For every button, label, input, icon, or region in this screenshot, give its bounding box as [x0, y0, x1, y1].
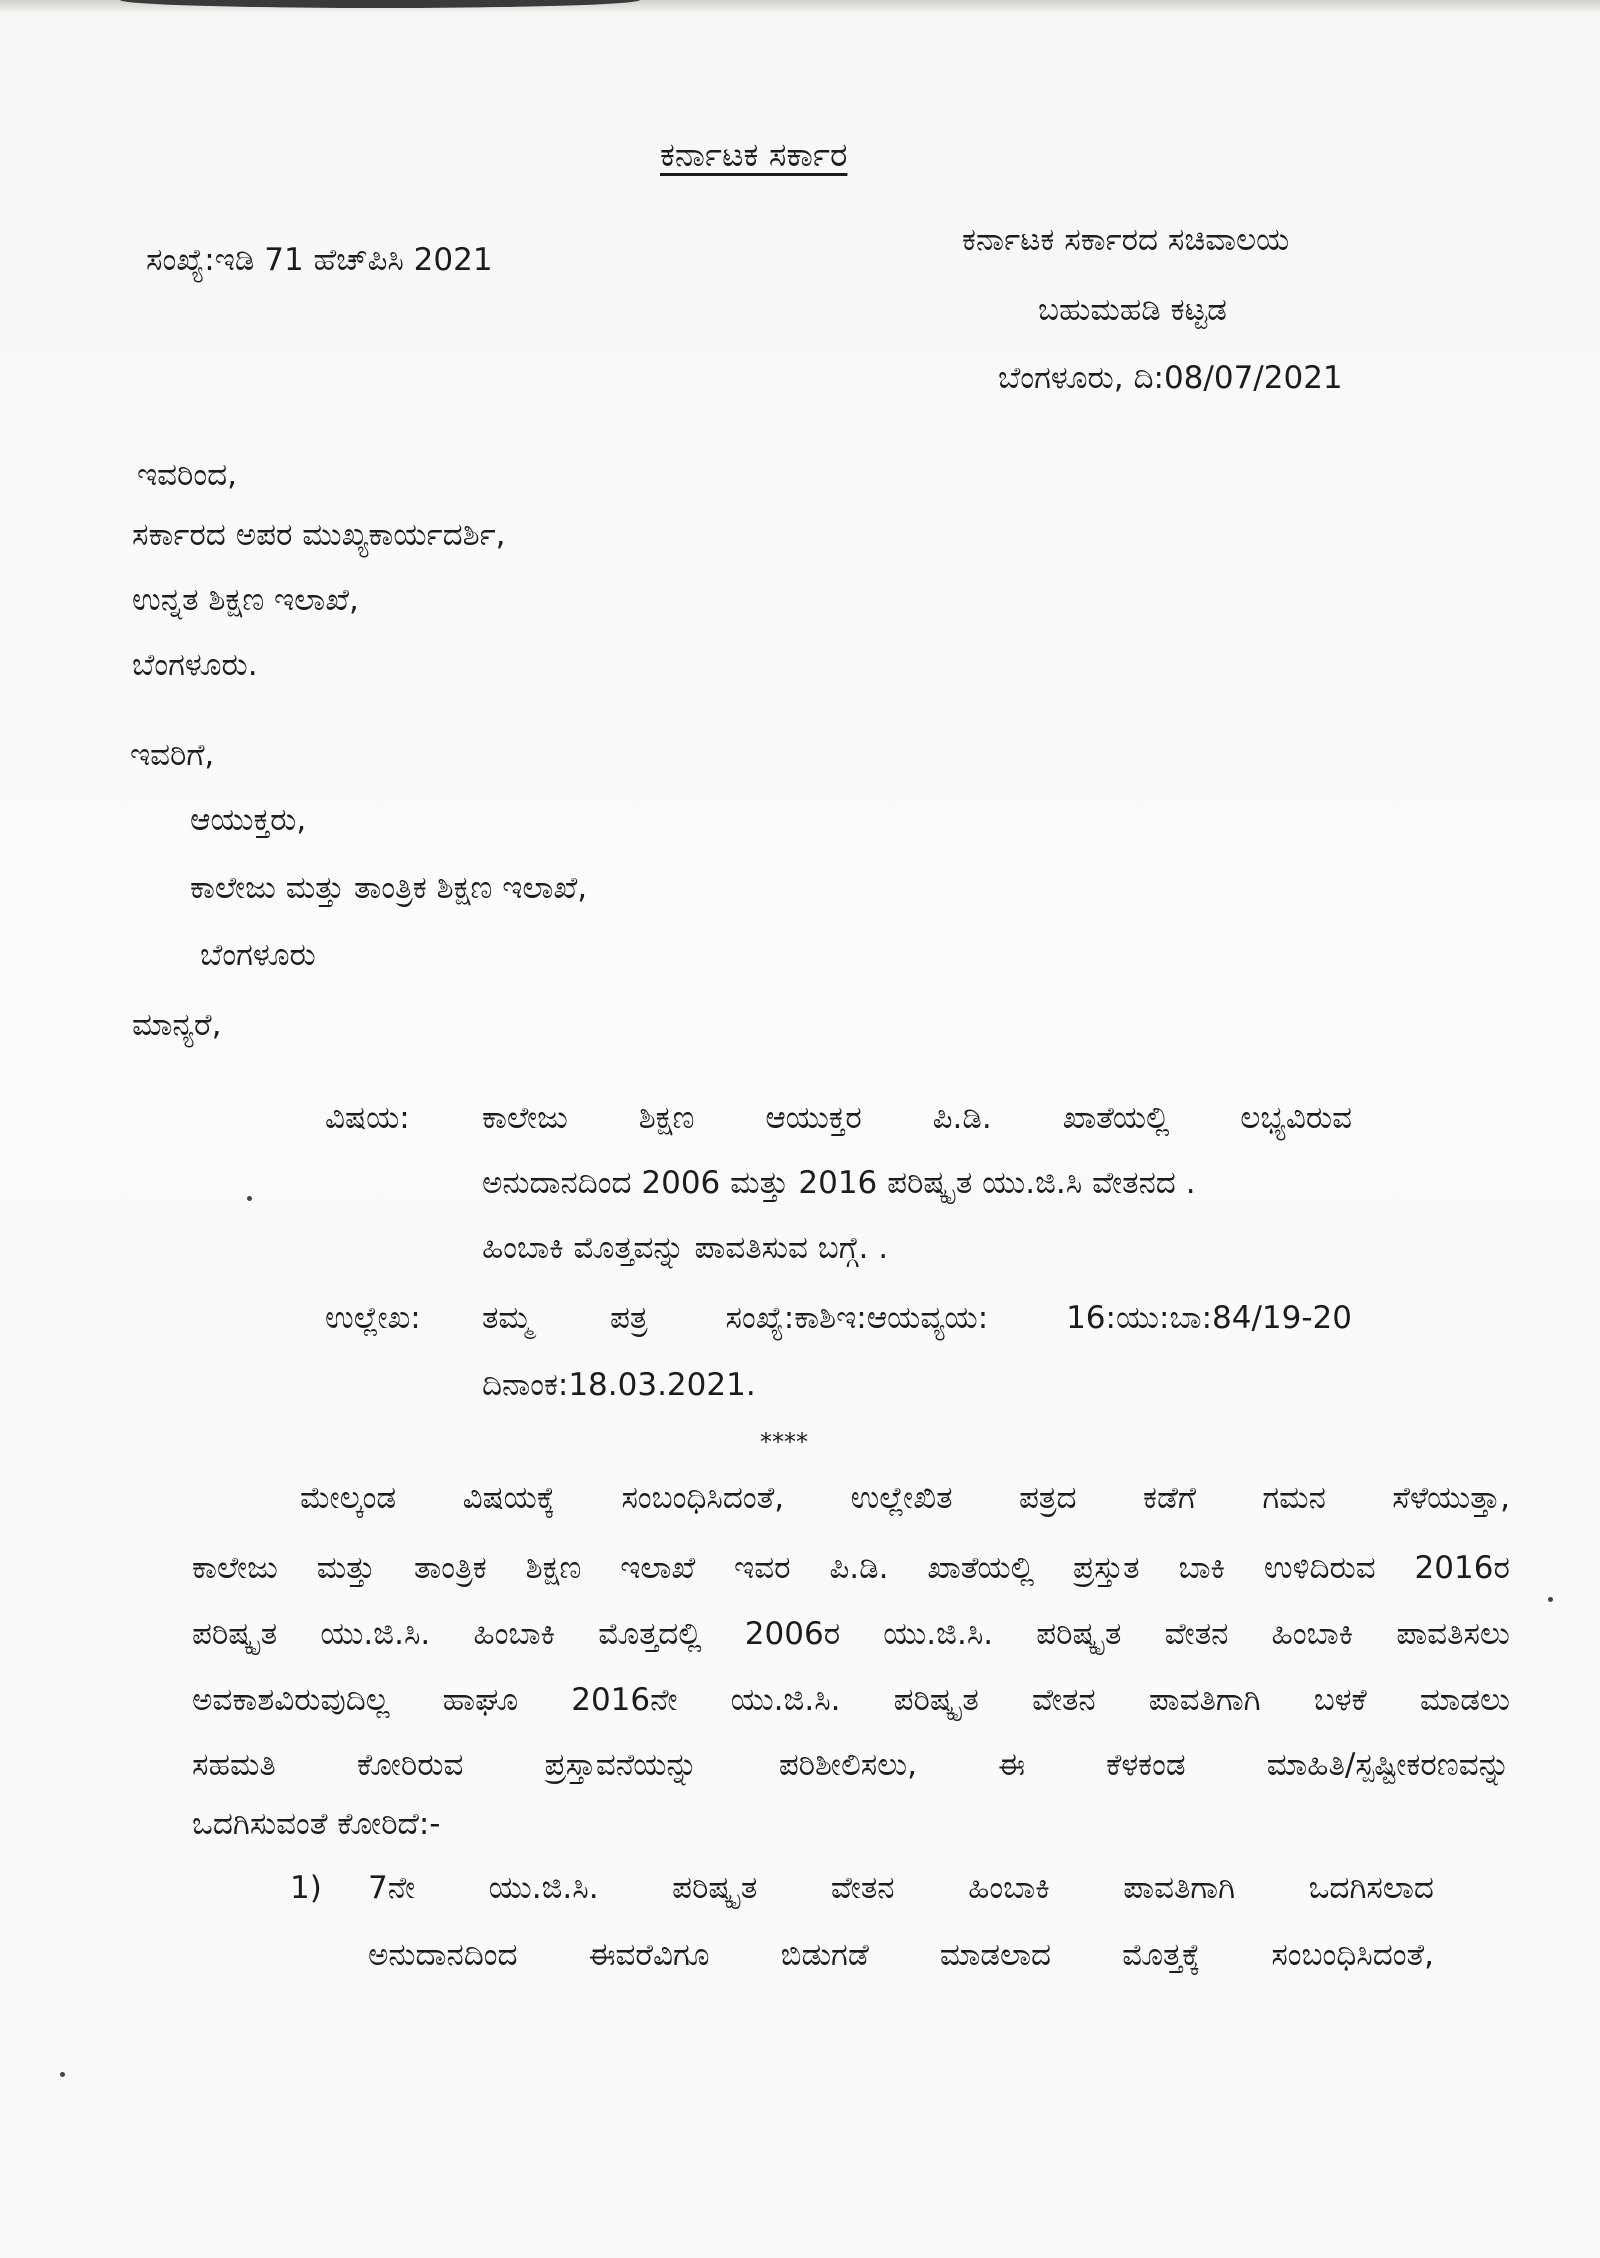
subject-word: ಲಭ್ಯವಿರುವ — [1240, 1100, 1352, 1136]
body-word: ವಿಷಯಕ್ಕೆ — [462, 1480, 556, 1516]
body-word: ಪರಿಶೀಲಿಸಲು, — [778, 1747, 917, 1783]
body-word: ಯು.ಜಿ.ಸಿ. — [320, 1616, 431, 1652]
body-word: ಮೊತ್ತದಲ್ಲಿ — [598, 1616, 702, 1652]
item-word: ಸಂಬಂಧಿಸಿದಂತೆ, — [1271, 1937, 1434, 1973]
salutation: ಮಾನ್ಯರೆ, — [132, 1007, 222, 1043]
office-name: ಕರ್ನಾಟಕ ಸರ್ಕಾರದ ಸಚಿವಾಲಯ — [962, 222, 1290, 258]
subject-line-2: ಅನುದಾನದಿಂದ 2006 ಮತ್ತು 2016 ಪರಿಷ್ಕೃತ ಯು.ಜಿ.ಸಿ ವೇತನದ . — [482, 1165, 1196, 1201]
body-word: ಇವರ — [734, 1550, 791, 1586]
reference-number: ಸಂಖ್ಯೆ:ಇಡಿ 71 ಹೆಚ್‌ಪಿಸಿ 2021 — [146, 242, 493, 278]
item-1-number: 1) — [290, 1870, 322, 1906]
to-city: ಬೆಂಗಳೂರು — [200, 937, 316, 973]
body-word: ಶಿಕ್ಷಣ — [525, 1550, 582, 1586]
body-word: ಪಿ.ಡಿ. — [829, 1550, 889, 1586]
body-word: ಉಳಿದಿರುವ — [1263, 1550, 1376, 1586]
from-label: ಇವರಿಂದ, — [137, 457, 238, 493]
to-designation: ಆಯುಕ್ತರು, — [190, 802, 307, 838]
body-line-1 — [300, 1478, 1510, 1518]
item-word: ಅನುದಾನದಿಂದ — [368, 1937, 518, 1973]
body-word: ಯು.ಜಿ.ಸಿ. — [883, 1616, 994, 1652]
body-line-3 — [192, 1614, 1510, 1654]
item-word: ವೇತನ — [830, 1870, 895, 1906]
body-word: ಪಾವತಿಗಾಗಿ — [1148, 1682, 1261, 1718]
body-word: ಹಾಘೂ — [442, 1682, 519, 1718]
reference-word: 16:ಯು:ಬಾ:84/19-20 — [1066, 1300, 1352, 1336]
item-word: 7ನೇ — [368, 1870, 416, 1906]
to-department: ಕಾಲೇಜು ಮತ್ತು ತಾಂತ್ರಿಕ ಶಿಕ್ಷಣ ಇಲಾಖೆ, — [190, 870, 588, 906]
separator-stars: **** — [760, 1428, 808, 1456]
item-word: ಹಿಂಬಾಕಿ — [968, 1870, 1050, 1906]
body-word: ಕಾಲೇಜು — [192, 1550, 278, 1586]
body-word: ಈ — [998, 1747, 1026, 1783]
body-line-5 — [192, 1745, 1510, 1785]
body-word: ಮೇಲ್ಕಂಡ — [300, 1480, 397, 1516]
body-word: ಪರಿಷ್ಕೃತ — [893, 1682, 979, 1718]
reference-line-2: ದಿನಾಂಕ:18.03.2021. — [482, 1367, 756, 1403]
body-word: ಬಳಕೆ — [1313, 1682, 1367, 1718]
item-word: ಮಾಡಲಾದ — [939, 1937, 1052, 1973]
body-word: ಕಡೆಗೆ — [1143, 1480, 1196, 1516]
item-word: ಈವರೆವಿಗೂ — [588, 1937, 710, 1973]
body-word: ತಾಂತ್ರಿಕ — [413, 1550, 487, 1586]
body-word: ಪತ್ರದ — [1018, 1480, 1077, 1516]
subject-line-1 — [482, 1098, 1352, 1138]
to-label: ಇವರಿಗೆ, — [130, 737, 215, 773]
body-word: ಮಾಡಲು — [1419, 1682, 1510, 1718]
item-word: ಯು.ಜಿ.ಸಿ. — [488, 1870, 599, 1906]
item-1-line-2 — [368, 1935, 1434, 1975]
body-line-2 — [192, 1548, 1510, 1588]
body-word: ಮಾಹಿತಿ/ಸ್ಪಷ್ಟೀಕರಣವನ್ನು — [1266, 1747, 1510, 1783]
body-word: ಬಾಕಿ — [1178, 1550, 1226, 1586]
body-word: ಕೋರಿರುವ — [356, 1747, 464, 1783]
from-department: ಉನ್ನತ ಶಿಕ್ಷಣ ಇಲಾಖೆ, — [132, 582, 359, 618]
body-word: 2016ರ — [1414, 1550, 1510, 1586]
body-word: ಕೆಳಕಂಡ — [1106, 1747, 1186, 1783]
body-word: ಅವಕಾಶವಿರುವುದಿಲ್ಲ — [192, 1682, 390, 1718]
subject-word: ಕಾಲೇಜು — [482, 1100, 568, 1136]
reference-word: ತಮ್ಮ — [482, 1300, 533, 1336]
item-word: ಮೊತ್ತಕ್ಕೆ — [1122, 1937, 1201, 1973]
subject-word: ಶಿಕ್ಷಣ — [638, 1100, 695, 1136]
office-building: ಬಹುಮಹಡಿ ಕಟ್ಟಡ — [1038, 292, 1227, 328]
from-city: ಬೆಂಗಳೂರು. — [132, 647, 258, 683]
subject-line-3: ಹಿಂಬಾಕಿ ಮೊತ್ತವನ್ನು ಪಾವತಿಸುವ ಬಗ್ಗೆ. . — [482, 1230, 889, 1266]
item-word: ಪಾವತಿಗಾಗಿ — [1123, 1870, 1236, 1906]
body-word: ಖಾತೆಯಲ್ಲಿ — [927, 1550, 1035, 1586]
body-word: ಸೆಳೆಯುತ್ತಾ, — [1392, 1480, 1510, 1516]
body-word: ಹಿಂಬಾಕಿ — [473, 1616, 556, 1652]
body-word: ಪ್ರಸ್ತುತ — [1072, 1550, 1140, 1586]
scan-speck — [1548, 1597, 1553, 1602]
reference-label: ಉಲ್ಲೇಖ: — [325, 1300, 421, 1336]
body-word: ಪ್ರಸ್ತಾವನೆಯನ್ನು — [544, 1747, 698, 1783]
subject-word: ಪಿ.ಡಿ. — [932, 1100, 992, 1136]
from-designation: ಸರ್ಕಾರದ ಅಪರ ಮುಖ್ಯಕಾರ್ಯದರ್ಶಿ, — [132, 517, 506, 553]
body-word: 2016ನೇ — [571, 1682, 678, 1718]
body-line-4 — [192, 1680, 1510, 1720]
body-word: ಪಾವತಿಸಲು — [1396, 1616, 1510, 1652]
body-word: ಯು.ಜಿ.ಸಿ. — [730, 1682, 841, 1718]
body-word: ಗಮನ — [1262, 1480, 1326, 1516]
item-word: ಒದಗಿಸಲಾದ — [1308, 1870, 1434, 1906]
scan-speck — [60, 2072, 65, 2077]
scan-speck — [247, 1196, 252, 1201]
body-word: ಪರಿಷ್ಕೃತ — [1036, 1616, 1122, 1652]
body-word: ಸಂಬಂಧಿಸಿದಂತೆ, — [621, 1480, 785, 1516]
body-word: ಉಲ್ಲೇಖಿತ — [850, 1480, 953, 1516]
reference-word: ಸಂಖ್ಯೆ:ಕಾಶಿಇ:ಆಯವ್ಯಯ: — [725, 1300, 989, 1336]
reference-line-1 — [482, 1298, 1352, 1338]
item-word: ಪರಿಷ್ಕೃತ — [672, 1870, 758, 1906]
body-word: ಮತ್ತು — [316, 1550, 376, 1586]
body-word: ವೇತನ — [1031, 1682, 1096, 1718]
body-word: ಪರಿಷ್ಕೃತ — [192, 1616, 278, 1652]
body-word: ವೇತನ — [1164, 1616, 1229, 1652]
body-word: ಇಲಾಖೆ — [620, 1550, 696, 1586]
reference-word: ಪತ್ರ — [610, 1300, 648, 1336]
letter-date: ಬೆಂಗಳೂರು, ದಿ:08/07/2021 — [998, 360, 1343, 396]
item-word: ಬಿಡುಗಡೆ — [780, 1937, 869, 1973]
subject-word: ಖಾತೆಯಲ್ಲಿ — [1062, 1100, 1170, 1136]
letter-heading: ಕರ್ನಾಟಕ ಸರ್ಕಾರ — [660, 135, 848, 174]
item-1-line-1 — [368, 1868, 1434, 1908]
subject-label: ವಿಷಯ: — [325, 1100, 410, 1136]
body-word: ಸಹಮತಿ — [192, 1747, 276, 1783]
body-line-6: ಒದಗಿಸುವಂತೆ ಕೋರಿದೆ:- — [192, 1806, 441, 1842]
subject-word: ಆಯುಕ್ತರ — [765, 1100, 862, 1136]
body-word: ಹಿಂಬಾಕಿ — [1271, 1616, 1354, 1652]
body-word: 2006ರ — [744, 1616, 841, 1652]
